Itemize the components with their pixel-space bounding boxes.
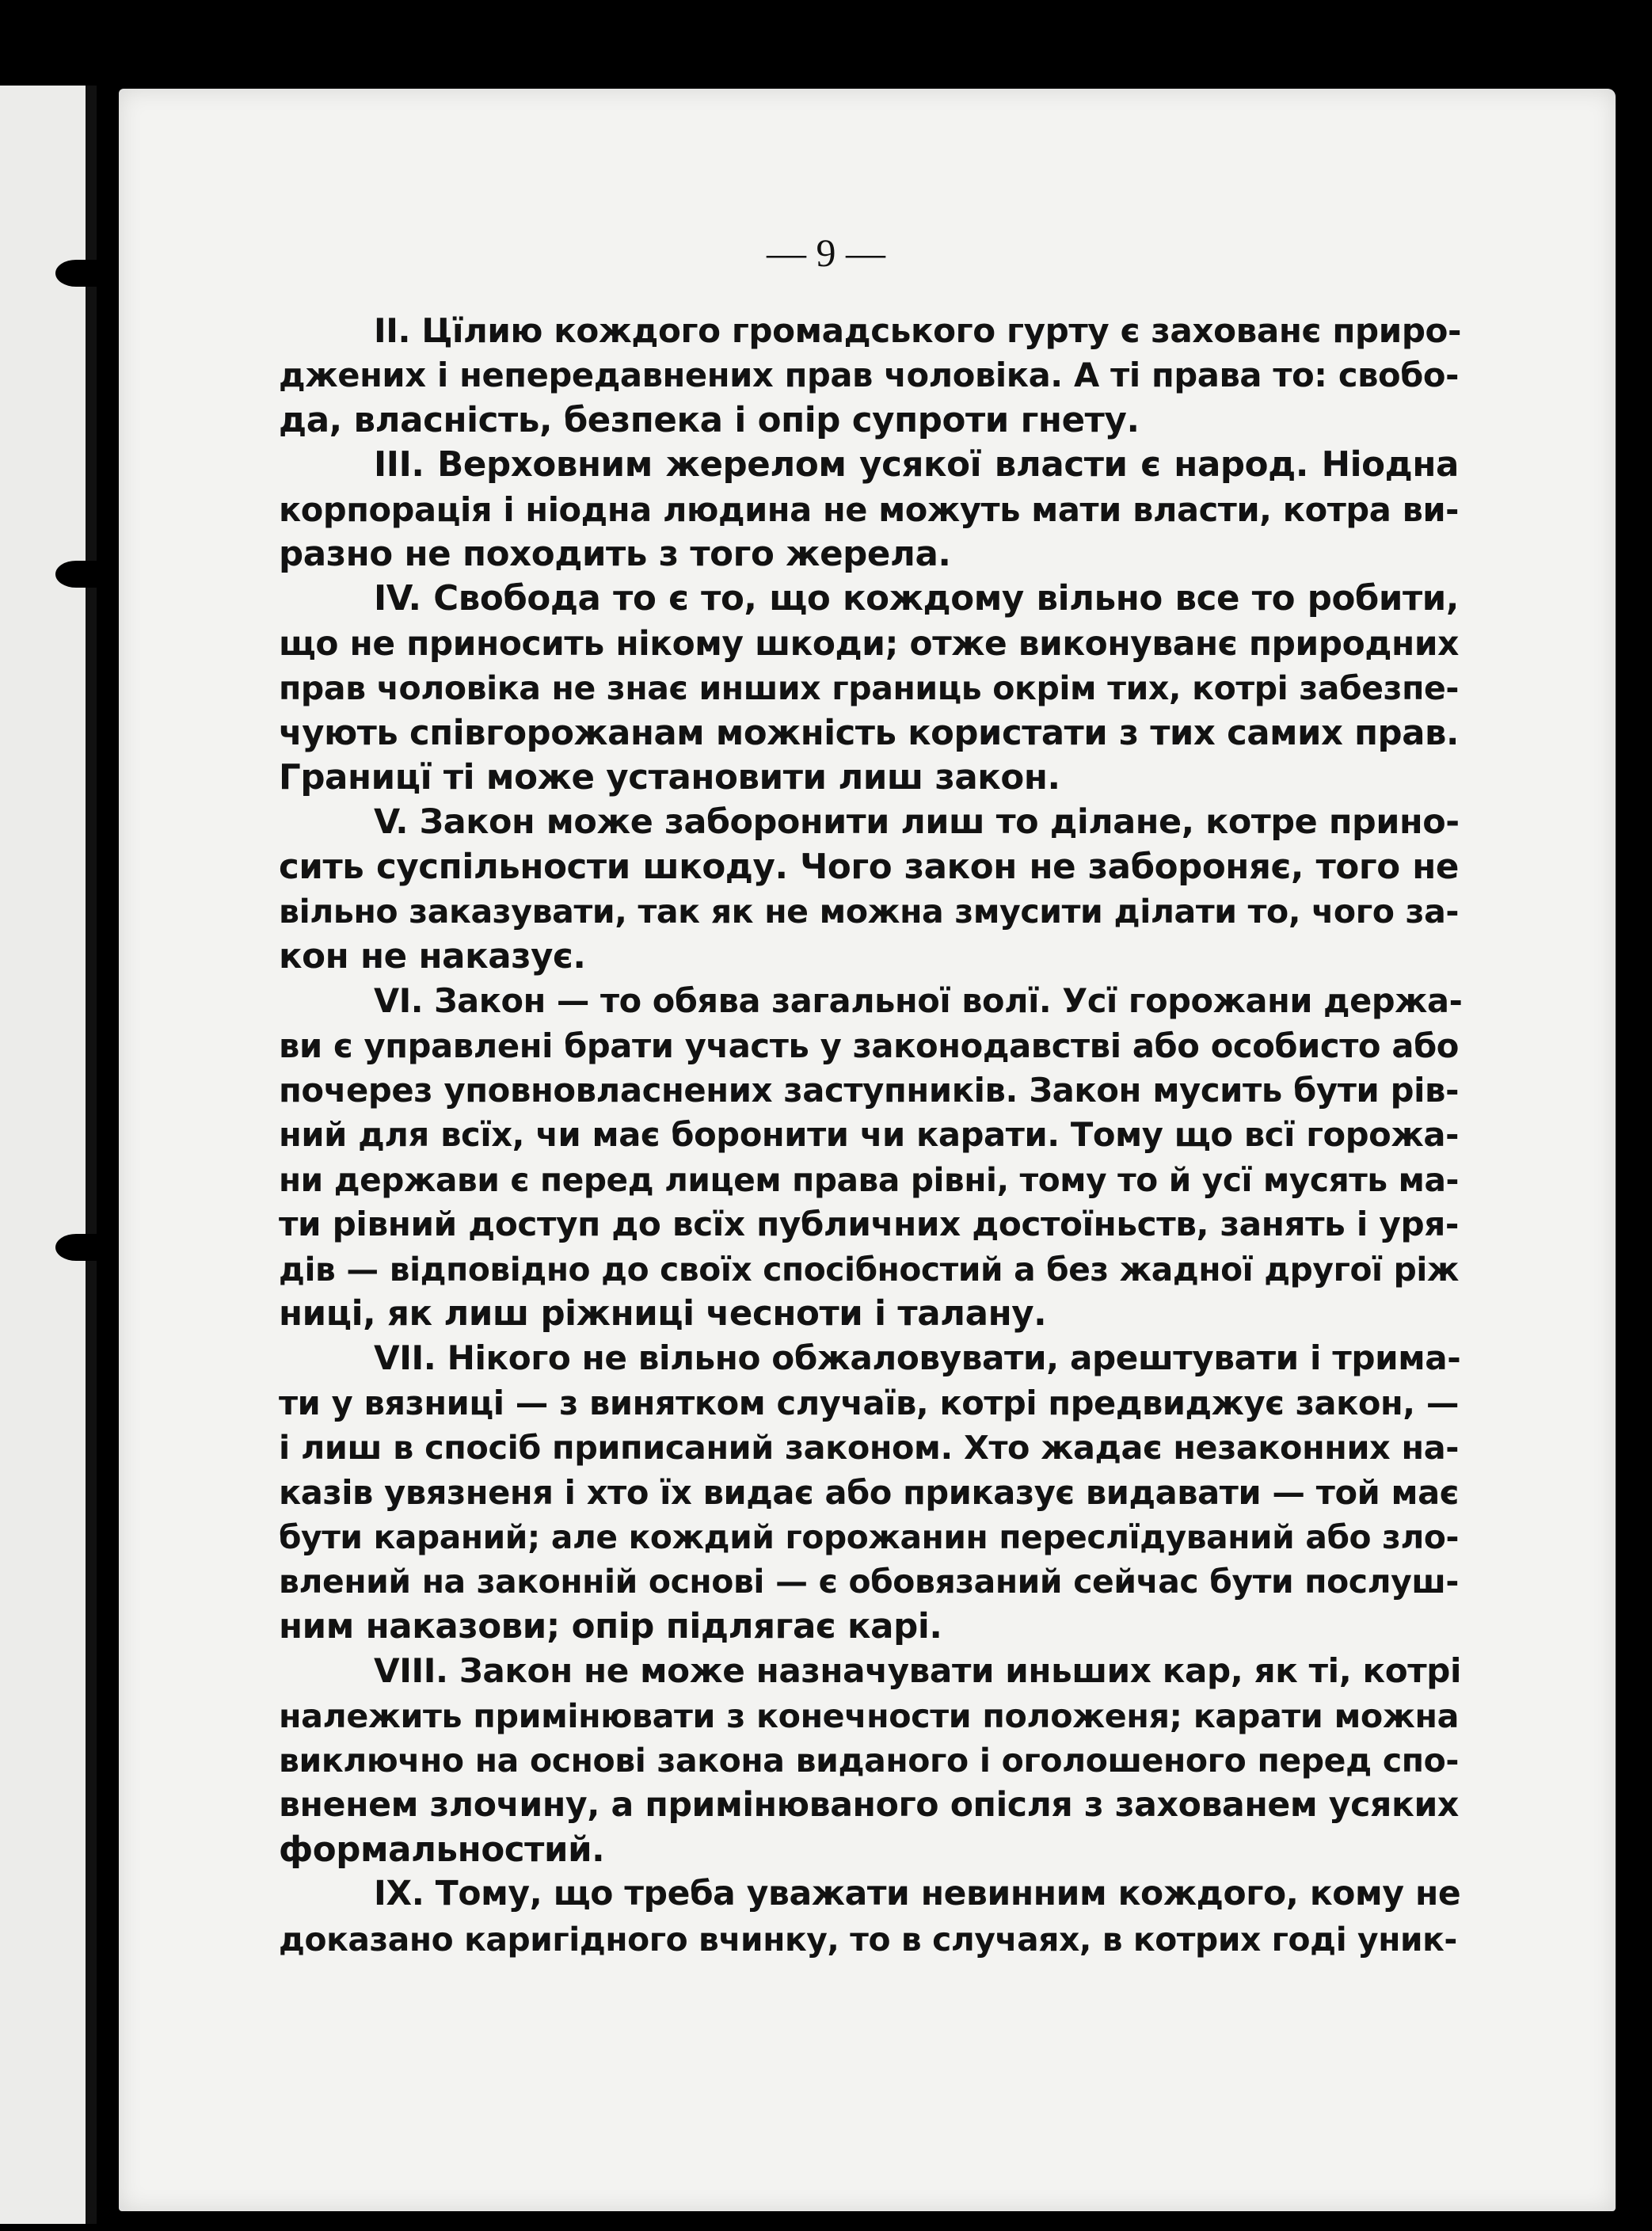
text-line: Границї ті може установити лиш закон. (279, 758, 1060, 798)
document-body (279, 309, 1463, 1962)
text-line: дів — відповідно до своїх спосібностий а без жадної другої ріж (279, 1250, 1459, 1289)
text-line: доказано каригідного вчинку, то в случаях, в котрих годі уник- (279, 1920, 1457, 1959)
page-edge-shadow (86, 86, 97, 2224)
text-line: ним наказови; опір підлягає карі. (279, 1606, 942, 1647)
paper-tear (55, 561, 97, 588)
text-line: да, власність, безпека і опір супроти гнету. (279, 400, 1140, 440)
text-line: ти рівний доступ до всїх публичних достоїньств, занять і уря- (279, 1205, 1459, 1244)
paragraph-art-9 (279, 1872, 1459, 1962)
paper-tear (55, 1234, 97, 1261)
text-line: формальностий. (279, 1829, 605, 1870)
text-line: влений на законній основі — є обовязаний сейчас бути послуш- (279, 1563, 1459, 1601)
text-line: ти у вязниці — з винятком случаїв, котрі предвиджує закон, — (279, 1383, 1459, 1422)
text-line: VI. Закон — то обява загальної волї. Усї горожани держа- (374, 982, 1463, 1021)
page-number: — 9 — (767, 230, 885, 275)
paragraph-art-4 (279, 577, 1459, 800)
text-line: IX. Тому, що треба уважати невинним кождого, кому не (374, 1875, 1461, 1914)
paragraph-art-7 (279, 1336, 1459, 1649)
paragraph-art-2 (279, 309, 1462, 443)
text-line: III. Верховним жерелом усякої власти є нарoд. Ніодна (374, 445, 1459, 485)
text-line: почерез уповновласнених заступників. Закон мусить бути рів- (279, 1070, 1459, 1110)
text-line: прав чоловіка не знає инших границь окрім тих, котрі забезпе- (279, 669, 1459, 708)
text-line: чують співгорожанам можність користати з тих самих прав. (279, 713, 1459, 753)
paragraph-art-8 (279, 1649, 1462, 1872)
text-line: виключно на основі закона виданого і оголошеного перед спо- (279, 1742, 1459, 1780)
text-line: ниці, як лиш ріжниці чесноти і талану. (279, 1293, 1047, 1334)
text-line: вненем злочину, а примінюваного опісля з захованем усяких (279, 1785, 1459, 1826)
text-line: II. Цїлию кождого громадського гурту є захованє приро- (374, 311, 1462, 350)
text-line: ни держави є перед лицем права рівні, тому то й усї мусять ма- (279, 1160, 1459, 1199)
text-line: джених і непередавнених прав чоловіка. А ті права то: свобо- (279, 356, 1459, 395)
text-line: разно не походить з того жерела. (279, 535, 951, 575)
text-line: сить суспільности шкоду. Чого закон не забороняє, того не (279, 847, 1459, 887)
text-line: кон не наказує. (279, 936, 586, 977)
paragraph-art-5 (279, 800, 1459, 979)
text-line: ний для всїх, чи має боронити чи карати. Тому що всї горожа- (279, 1115, 1459, 1155)
text-line: вільно заказувати, так як не можна змусити ділати то, чого за- (279, 893, 1459, 931)
text-line: корпорація і ніодна людина не можуть мати власти, котра ви- (279, 489, 1459, 529)
text-line: V. Закон може заборонити лиш то ділане, котре прино- (374, 802, 1460, 843)
text-line: IV. Свобода то є то, що кождому вільно все то робити, (374, 579, 1459, 619)
text-line: VIII. Закон не може назначувати иньших кар, як ті, котрі (374, 1651, 1462, 1691)
text-line: що не приносить нікому шкоди; отже виконуванє природних (279, 623, 1459, 663)
text-line: належить примінювати з конечности положеня; карати можна (279, 1696, 1459, 1735)
text-line: казів увязненя і хто їх видає або приказує видавати — той має (279, 1472, 1459, 1512)
paragraph-art-3 (279, 443, 1459, 577)
paragraph-art-6 (279, 979, 1463, 1336)
previous-leaf-strip (0, 86, 93, 2224)
text-line: бути караний; але кождий горожанин переслїдуваний або зло- (279, 1517, 1459, 1556)
text-line: і лиш в спосіб приписаний законом. Хто жадає незаконних на- (279, 1429, 1459, 1468)
text-line: ви є управлені брати участь у законодавстві або особисто або (279, 1026, 1459, 1065)
text-line: VII. Нікого не вільно обжаловувати, арештувати і трима- (374, 1338, 1461, 1378)
